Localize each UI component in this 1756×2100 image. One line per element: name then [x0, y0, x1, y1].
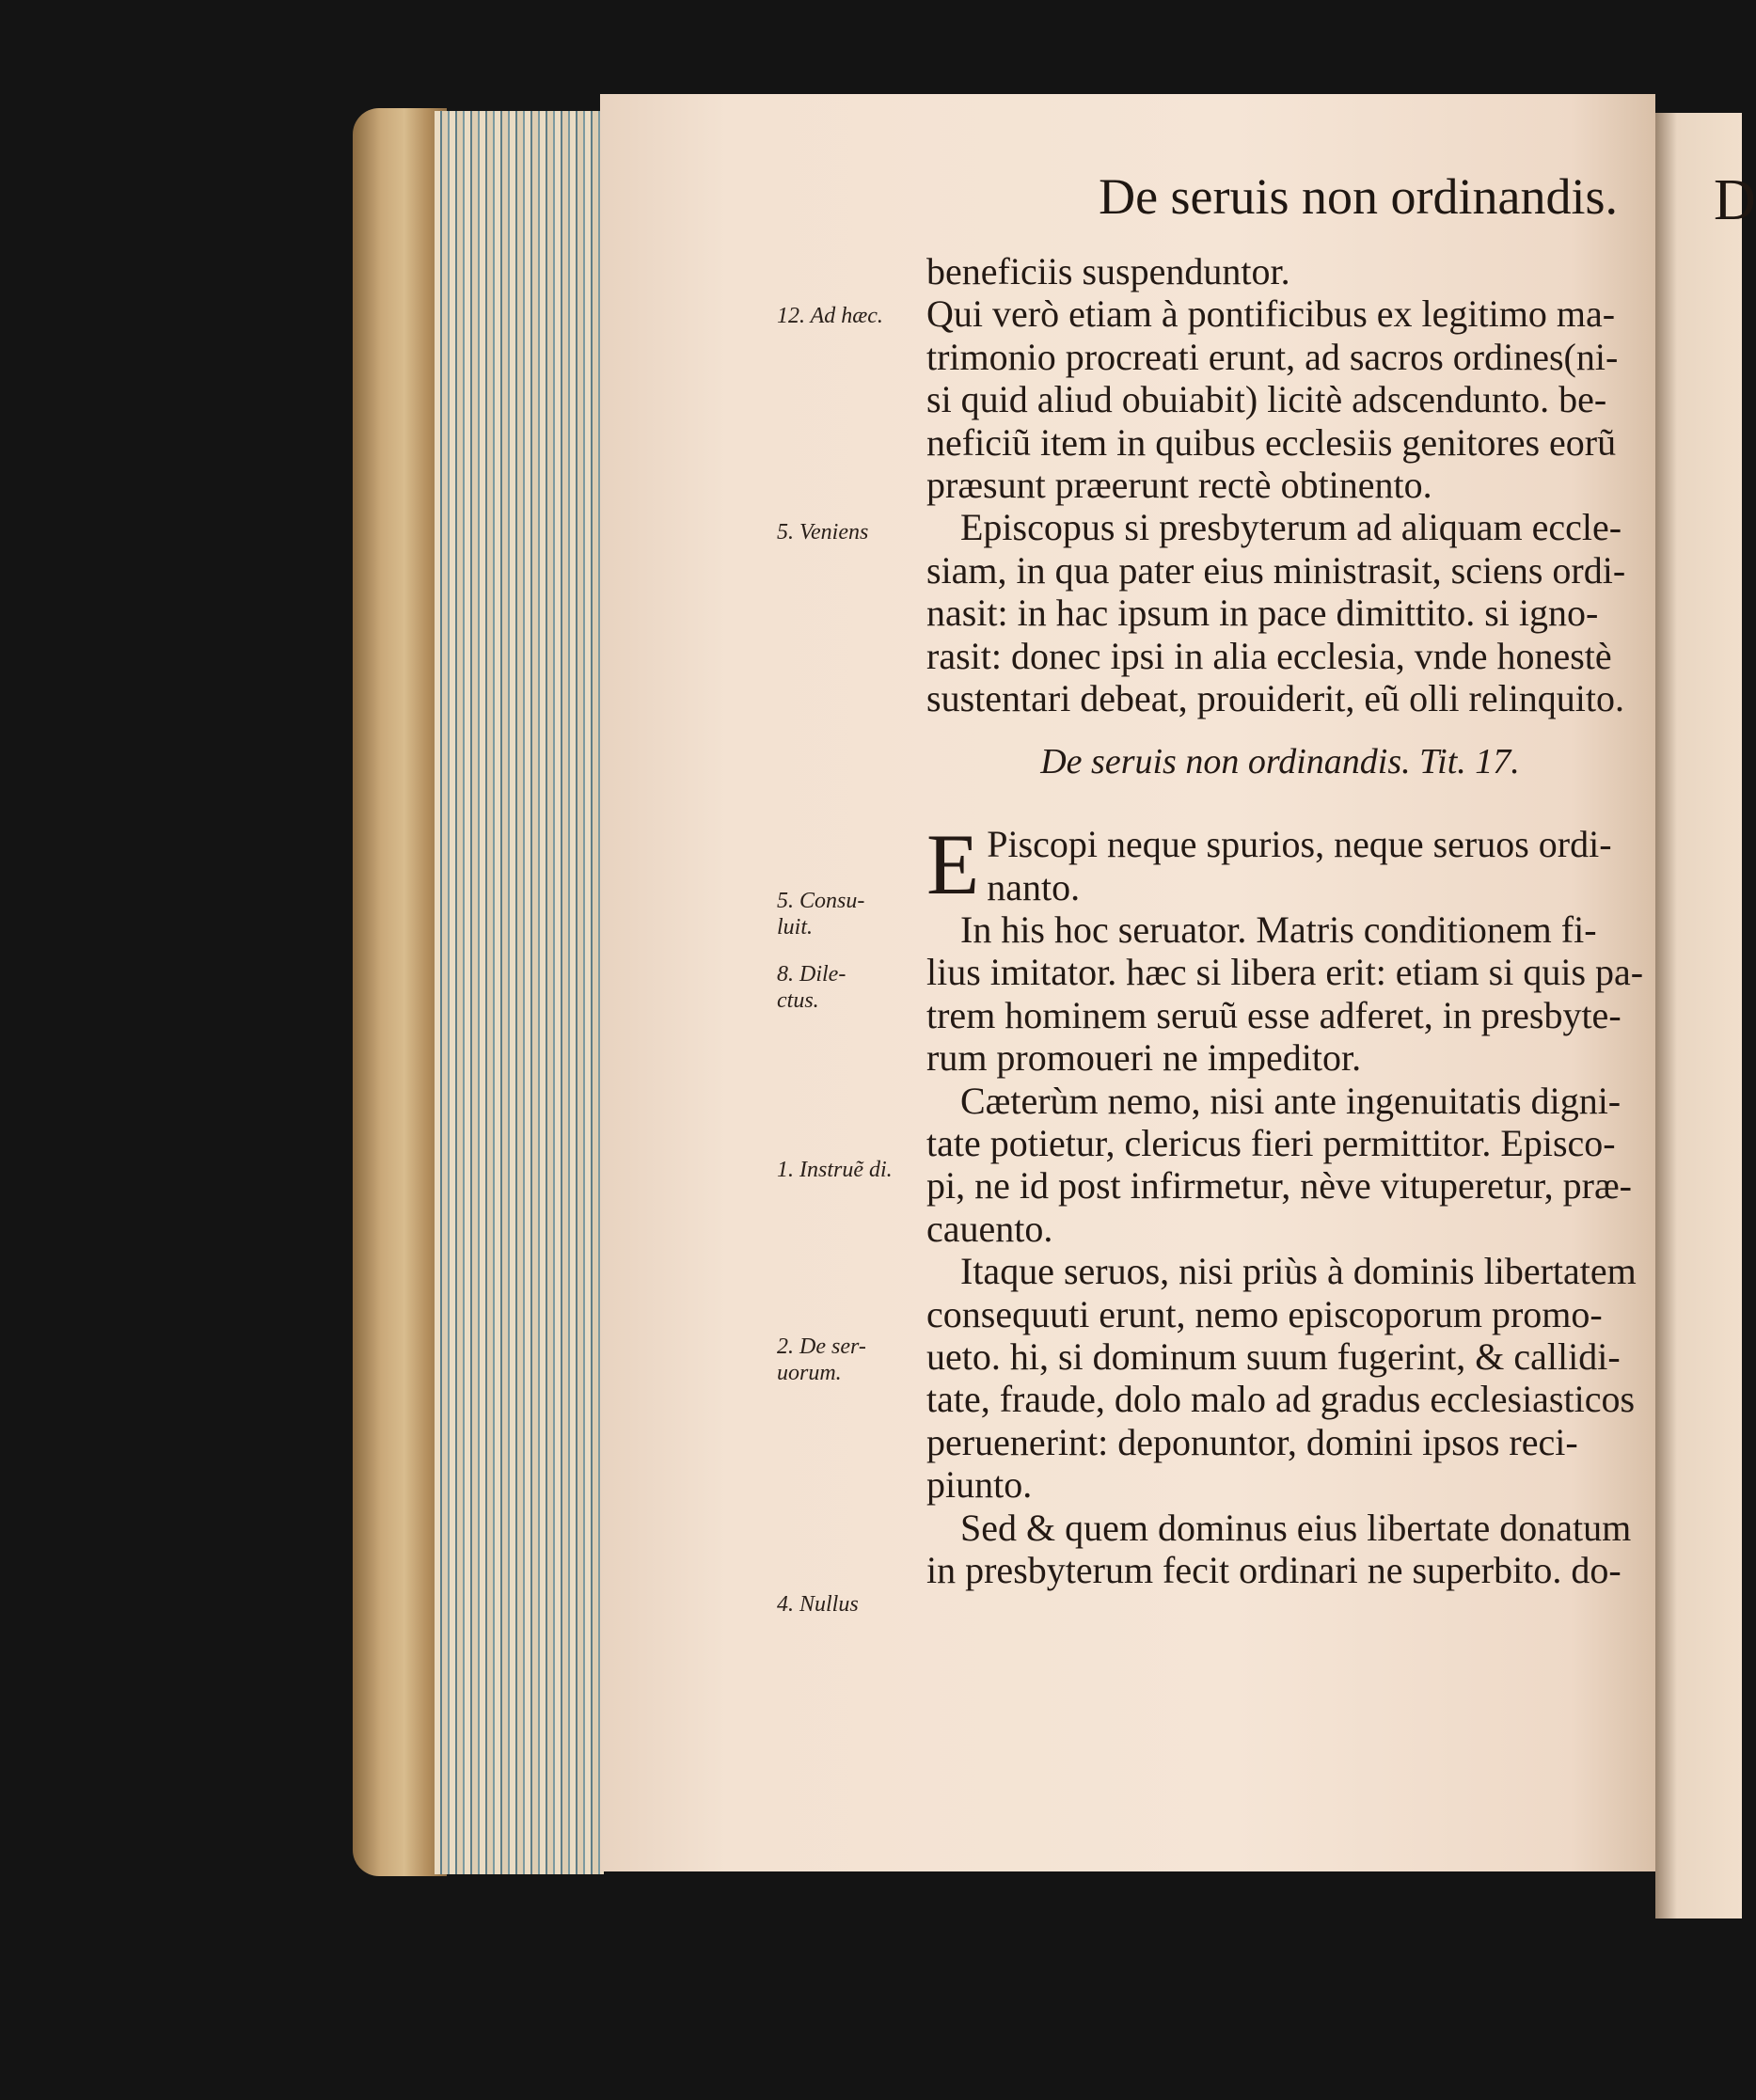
text-line: siam, in qua pater eius ministrasit, sciens ordi-	[926, 548, 1626, 592]
text-line: In his hoc seruator. Matris conditionem fi-	[960, 908, 1597, 952]
drop-cap-paragraph	[926, 816, 1634, 913]
text-line: si quid aliud obuiabit) licitè adscendunto. be-	[926, 378, 1607, 421]
text-line: præsunt præerunt rectè obtinento.	[926, 463, 1432, 506]
text-line: peruenerint: deponuntor, domini ipsos reci-	[926, 1420, 1578, 1463]
text-line: lius imitator. hæc si libera erit: etiam si quis pa-	[926, 951, 1644, 994]
margin-note: 5. Veniens	[777, 520, 869, 545]
text-line: piunto.	[926, 1463, 1033, 1507]
text-line: trimonio procreati erunt, ad sacros ordines(ni-	[926, 335, 1619, 378]
text-line: tate potietur, clericus fieri permittitor. Episco-	[926, 1122, 1616, 1165]
margin-note: 8. Dile- ctus.	[777, 962, 846, 1013]
text-line: nasit: in hac ipsum in pace dimittito. si igno-	[926, 592, 1599, 635]
section-title: De seruis non ordinandis. Tit. 17.	[1040, 742, 1520, 782]
text-line: neficiũ item in quibus ecclesiis genitores eorũ	[926, 420, 1617, 464]
body-text	[926, 250, 1644, 1591]
text-line: trem hominem seruũ esse adferet, in presbyte-	[926, 993, 1622, 1036]
text-line: cauento.	[926, 1207, 1053, 1250]
page-edges	[435, 111, 604, 1874]
text-line: beneficiis suspenduntor.	[926, 250, 1290, 292]
text-line: Sed & quem dominus eius libertate donatum	[960, 1506, 1632, 1549]
margin-note: 4. Nullus	[777, 1592, 859, 1617]
text-line: rasit: donec ipsi in alia ecclesia, vnde honestè	[926, 634, 1612, 677]
margin-note: 2. De ser- uorum.	[777, 1334, 866, 1385]
facing-page-edge	[1655, 113, 1742, 1918]
text-line: Piscopi neque spurios, neque seruos ordi-	[987, 823, 1612, 866]
running-head: De seruis non ordinandis.	[1099, 168, 1618, 225]
margin-note: 5. Consu- luit.	[777, 889, 865, 939]
text-line: rum promoueri ne impeditor.	[926, 1036, 1362, 1080]
margin-note: 1. Instruẽ di.	[777, 1158, 893, 1182]
text-line: sustentari debeat, prouiderit, eũ olli relinquito.	[926, 676, 1625, 719]
text-line: nanto.	[987, 865, 1081, 908]
text-line: Episcopus si presbyterum ad aliquam eccle-	[960, 506, 1622, 549]
text-line: in presbyterum fecit ordinari ne superbito. do-	[926, 1548, 1622, 1591]
drop-cap-initial: E	[926, 816, 980, 913]
text-line: tate, fraude, dolo malo ad gradus ecclesiasticos	[926, 1378, 1636, 1421]
text-line: consequuti erunt, nemo episcoporum promo-	[926, 1292, 1603, 1335]
spacer	[926, 804, 1634, 823]
text-line: Itaque seruos, nisi priùs à dominis libertatem	[960, 1250, 1637, 1293]
facing-page-letter: D	[1714, 168, 1756, 232]
text-line: Cæterùm nemo, nisi ante ingenuitatis digni-	[960, 1079, 1622, 1122]
text-line: Qui verò etiam à pontificibus ex legitimo ma-	[926, 292, 1616, 336]
book-spine	[353, 108, 447, 1876]
margin-note: 12. Ad hæc.	[777, 304, 883, 328]
text-line: ueto. hi, si dominum suum fugerint, & callidi-	[926, 1334, 1621, 1378]
text-line: pi, ne id post infirmetur, nève vituperetur, præ-	[926, 1164, 1632, 1208]
